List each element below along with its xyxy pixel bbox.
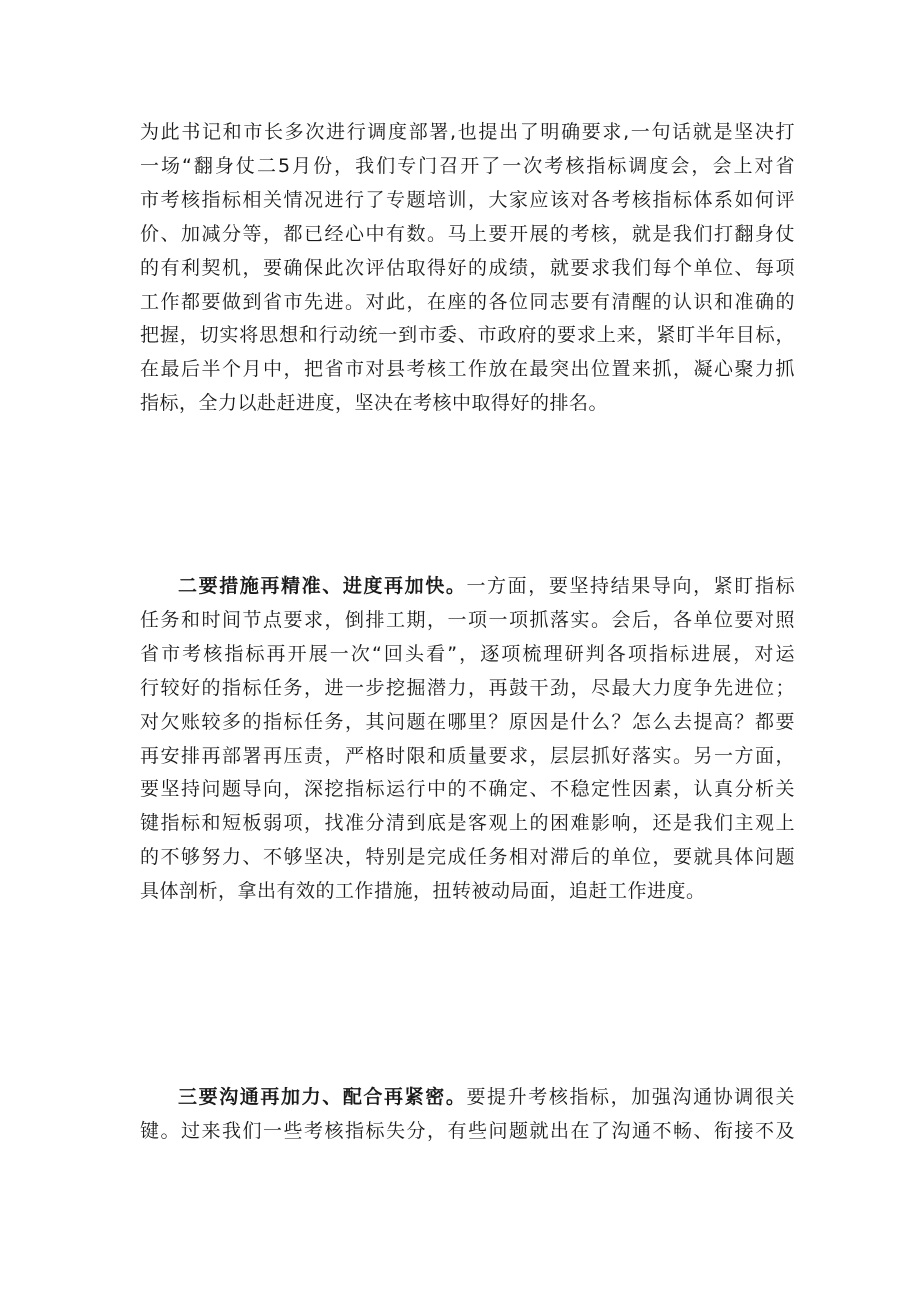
paragraph-line: 为此书记和市长多次进行调度部署,也提出了明确要求,一句话就是坚决打 <box>140 121 795 143</box>
paragraph-line: 指标，全力以赴赶进度，坚决在考核中取得好的排名。 <box>140 392 609 415</box>
paragraph-line: 市考核指标相关情况进行了专题培训，大家应该对各考核指标体系如何评 <box>140 188 795 211</box>
paragraph-lead-heading: 二要措施再精准、进度再加快。 <box>178 575 467 597</box>
paragraph-first-line <box>140 1081 795 1115</box>
paragraph-line: 的有利契机，要确保此次评估取得好的成绩，就要求我们每个单位、每项 <box>140 256 795 279</box>
paragraph-line-text: 一方面，要坚持结果导向，紧盯指标 <box>466 575 795 597</box>
paragraph-line: 在最后半个月中，把省市对县考核工作放在最突出位置来抓，凝心聚力抓 <box>140 358 795 381</box>
paragraph-line: 要坚持问题导向，深挖指标运行中的不确定、不稳定性因素，认真分析关 <box>140 778 795 801</box>
paragraph-line: 行较好的指标任务，进一步挖掘潜力，再鼓干劲，尽最大力度争先进位； <box>140 676 795 699</box>
paragraph-first-line <box>140 570 795 604</box>
paragraph-1 <box>140 116 795 421</box>
paragraph-line-text: 要提升考核指标，加强沟通协调很关 <box>466 1086 795 1108</box>
paragraph-line: 再安排再部署再压责，严格时限和质量要求，层层抓好落实。另一方面， <box>140 744 795 767</box>
paragraph-line: 对欠账较多的指标任务，其问题在哪里？原因是什么？怎么去提高？都要 <box>140 710 795 733</box>
paragraph-lead-heading: 三要沟通再加力、配合再紧密。 <box>178 1086 467 1108</box>
paragraph-3 <box>140 1081 795 1149</box>
paragraph-line: 把握，切实将思想和行动统一到市委、市政府的要求上来，紧盯半年目标， <box>140 324 795 347</box>
paragraph-line: 省市考核指标再开展一次“回头看”，逐项梳理研判各项指标进展，对运 <box>140 642 795 665</box>
paragraph-line: 的不够努力、不够坚决，特别是完成任务相对滞后的单位，要就具体问题 <box>140 846 795 869</box>
paragraph-line: 一场“翻身仗二5月份，我们专门召开了一次考核指标调度会，会上对省 <box>140 154 795 177</box>
paragraph-2 <box>140 570 795 909</box>
paragraph-line: 工作都要做到省市先进。对此，在座的各位同志要有清醒的认识和准确的 <box>140 290 795 313</box>
paragraph-line: 键指标和短板弱项，找准分清到底是客观上的困难影响，还是我们主观上 <box>140 812 795 835</box>
paragraph-line: 具体剖析，拿出有效的工作措施，扭转被动局面，追赶工作进度。 <box>140 880 706 903</box>
paragraph-line: 键。过来我们一些考核指标失分，有些问题就出在了沟通不畅、衔接不及 <box>140 1119 795 1142</box>
paragraph-line: 任务和时间节点要求，倒排工期，一项一项抓落实。会后，各单位要对照 <box>140 608 795 631</box>
paragraph-line: 价、加减分等，都已经心中有数。马上要开展的考核，就是我们打翻身仗 <box>140 222 795 245</box>
